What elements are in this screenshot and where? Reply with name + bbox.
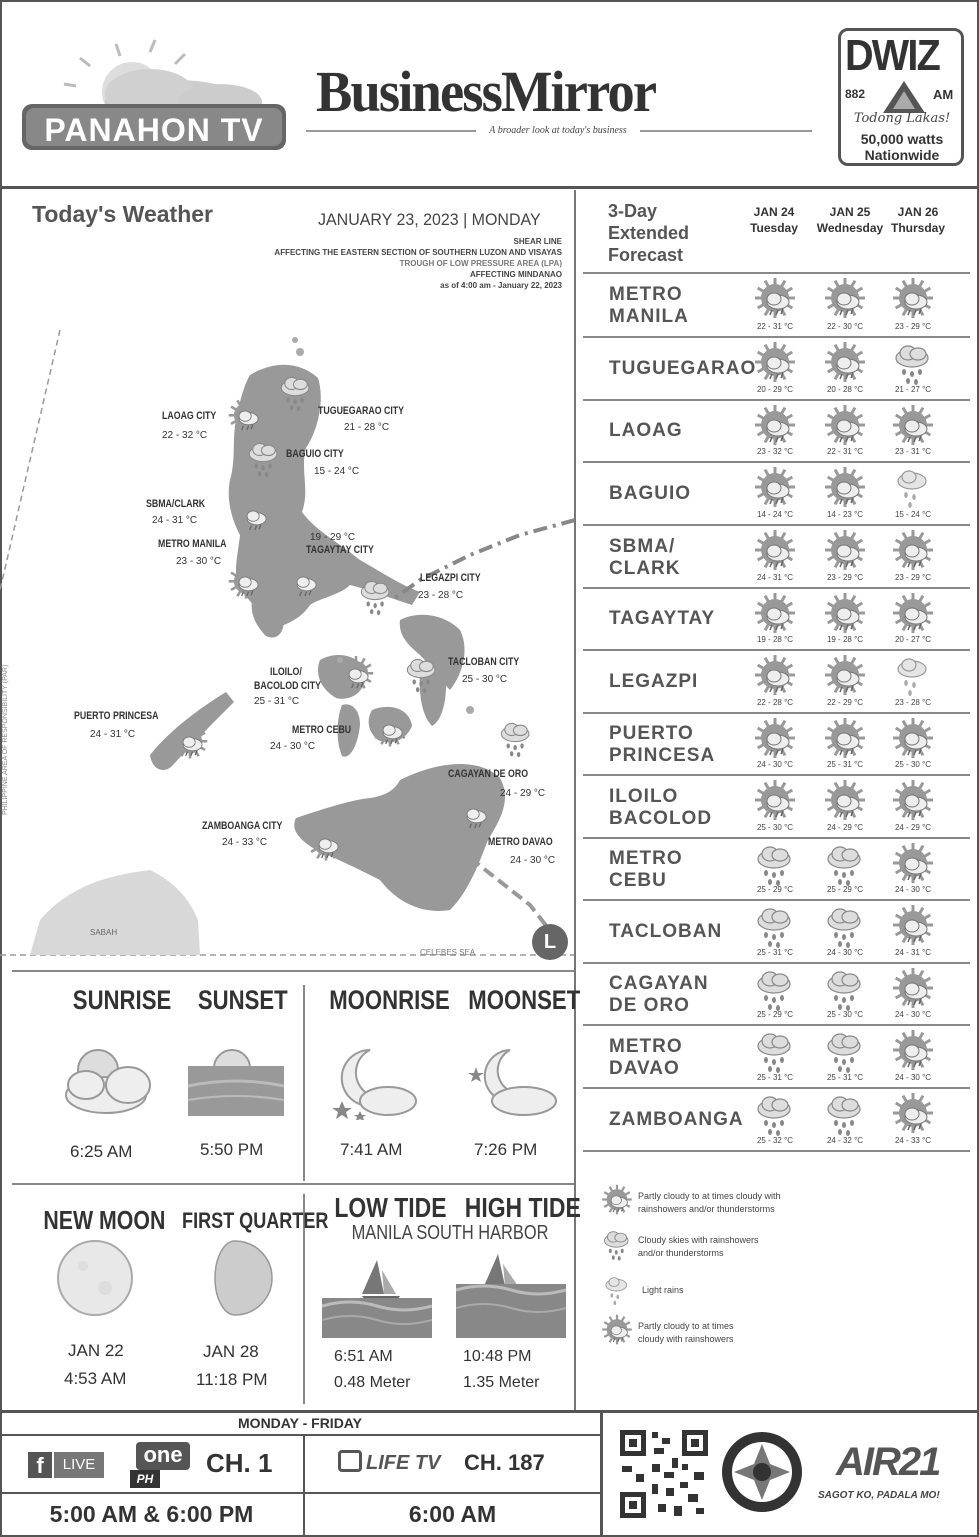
forecast-temp: 24 - 33 °C: [894, 1136, 932, 1145]
map-city-name: BAGUIO CITY: [286, 448, 344, 460]
map-bottom-divider: [12, 970, 574, 972]
high-tide-label: HIGH TIDE: [464, 1192, 581, 1223]
life-tv-logo: LIFE TV: [366, 1452, 441, 1474]
sun-cloud-rain-icon: [822, 718, 868, 762]
map-city-name: METRO DAVAO: [488, 836, 553, 848]
forecast-row: [583, 964, 970, 1026]
forecast-temp: 22 - 29 °C: [826, 698, 864, 707]
forecast-temp: 22 - 31 °C: [756, 322, 794, 331]
map-weather-icon: [226, 398, 266, 436]
map-city-temp: 21 - 28 °C: [344, 422, 390, 433]
cloud-rain-icon: [356, 578, 396, 616]
air21-tagline: SAGOT KO, PADALA MO!: [818, 1490, 940, 1501]
forecast-temp: 25 - 32 °C: [756, 1136, 794, 1145]
sunrise-label: SUNRISE: [72, 985, 172, 1015]
map-city-name: ILOILO/: [270, 666, 302, 678]
forecast-row: [583, 338, 970, 401]
sun-cloud-rain-icon: [822, 780, 868, 824]
forecast-temp: 24 - 30 °C: [894, 885, 932, 894]
sun-cloud-rain-icon: [890, 780, 936, 824]
forecast-weather-icon: [822, 968, 868, 1012]
forecast-weather-icon: [822, 780, 868, 824]
map-weather-icon: [234, 498, 274, 536]
forecast-city-line2: DE ORO: [609, 995, 690, 1016]
map-weather-icon: [306, 826, 346, 864]
forecast-city: CAGAYAN: [609, 973, 709, 994]
forecast-city: ILOILO: [609, 785, 679, 807]
moonset-time: 7:26 PM: [474, 1140, 538, 1159]
forecast-weather-icon: [822, 342, 868, 386]
new-moon-date: JAN 22: [68, 1341, 124, 1360]
forecast-temp: 15 - 24 °C: [894, 510, 932, 519]
forecast-temp: 25 - 31 °C: [826, 760, 864, 769]
sun-cloud-rain-icon: [752, 655, 798, 699]
cloud-rain-icon: [276, 374, 316, 412]
map-weather-icon: [170, 724, 210, 762]
forecast-weather-icon: [752, 593, 798, 637]
sun-cloud-rain-icon: [822, 342, 868, 386]
forecast-day-1: JAN 24 Tuesday: [750, 205, 798, 235]
cloud-rain-icon: [752, 1030, 798, 1074]
forecast-row: [583, 776, 970, 839]
qr-code-icon[interactable]: [618, 1428, 710, 1520]
map-city-temp: 25 - 31 °C: [254, 696, 300, 707]
forecast-city: PUERTO: [609, 723, 694, 744]
map-weather-icon: [284, 564, 324, 602]
forecast-row: [583, 1026, 970, 1089]
forecast-temp: 25 - 29 °C: [756, 885, 794, 894]
forecast-weather-icon: [822, 1093, 868, 1137]
first-quarter-date: JAN 28: [203, 1342, 259, 1361]
sun-cloud-rain-icon: [890, 593, 936, 637]
sun-cloud-rain-icon: [226, 398, 266, 436]
map-city-temp: 24 - 30 °C: [270, 741, 316, 752]
map-weather-icon: [226, 564, 266, 602]
forecast-temp: 24 - 30 °C: [894, 1010, 932, 1019]
forecast-weather-icon: [890, 278, 936, 322]
forecast-temp: 23 - 32 °C: [756, 447, 794, 456]
map-city-temp: 24 - 31 °C: [90, 729, 136, 740]
schedule-label: MONDAY - FRIDAY: [238, 1415, 362, 1431]
forecast-weather-icon: [822, 1030, 868, 1074]
legend-icon: [600, 1314, 634, 1348]
high-tide-time: 10:48 PM: [463, 1348, 532, 1365]
forecast-row: [583, 589, 970, 651]
channel-1: CH. 1: [206, 1448, 273, 1478]
sun-cloud-rain-icon: [890, 278, 936, 322]
map-weather-icon: [370, 712, 410, 750]
forecast-weather-icon: [752, 1093, 798, 1137]
forecast-city: LEGAZPI: [609, 670, 699, 692]
low-tide-icon: [322, 1258, 432, 1338]
panahon-tv-logo: [20, 34, 288, 152]
cloud-rain-icon: [890, 342, 936, 386]
forecast-weather-icon: [752, 968, 798, 1012]
sunset-time: 5:50 PM: [200, 1140, 264, 1159]
header-divider: [0, 186, 979, 189]
forecast-city-line2: PRINCESA: [609, 745, 716, 766]
one-ph-logo: one PH: [128, 1442, 192, 1488]
forecast-weather-icon: [752, 655, 798, 699]
forecast-temp: 19 - 28 °C: [756, 635, 794, 644]
first-quarter-time: 11:18 PM: [196, 1370, 268, 1389]
forecast-temp: 14 - 24 °C: [756, 510, 794, 519]
sun-cloud-rain-icon: [822, 593, 868, 637]
forecast-temp: 24 - 32 °C: [826, 1136, 864, 1145]
forecast-temp: 25 - 30 °C: [894, 760, 932, 769]
forecast-city-line2: MANILA: [609, 306, 689, 327]
forecast-weather-icon: [752, 278, 798, 322]
map-city-name: TAGAYTAY CITY: [306, 544, 374, 556]
forecast-day-2: JAN 25 Wednesday: [816, 205, 884, 235]
map-city-temp: 24 - 33 °C: [222, 837, 268, 848]
first-quarter-icon: [195, 1238, 275, 1318]
forecast-row: [583, 401, 970, 463]
map-city-name: TACLOBAN CITY: [448, 656, 520, 668]
airtime-1: 5:00 AM & 6:00 PM: [49, 1501, 254, 1527]
forecast-weather-icon: [822, 405, 868, 449]
tide-location: MANILA SOUTH HARBOR: [351, 1222, 549, 1244]
moonrise-time: 7:41 AM: [340, 1140, 403, 1159]
forecast-weather-icon: [890, 467, 936, 511]
light-rain-icon: [600, 1274, 634, 1308]
channel-187: CH. 187: [464, 1450, 545, 1475]
cloud-rain-icon: [752, 905, 798, 949]
sun-cloud-rain-icon: [752, 278, 798, 322]
map-city-temp: 23 - 30 °C: [176, 556, 222, 567]
forecast-weather-icon: [822, 718, 868, 762]
forecast-city: LAOAG: [609, 420, 683, 441]
cloud-rain-icon: [752, 968, 798, 1012]
new-moon-time: 4:53 AM: [64, 1369, 127, 1388]
pagasa-seal-icon: [720, 1430, 804, 1514]
sun-cloud-rain-icon: [752, 467, 798, 511]
forecast-row: [583, 651, 970, 714]
map-city-name-line2: BACOLOD CITY: [254, 680, 321, 692]
sun-cloud-rain-icon: [890, 718, 936, 762]
footer-top-divider: [0, 1410, 979, 1413]
forecast-city: METRO: [609, 848, 683, 869]
forecast-weather-icon: [752, 905, 798, 949]
sun-cloud-rain-icon: [752, 593, 798, 637]
map-weather-icon: [454, 796, 494, 834]
sun-cloud-rain-icon: [752, 780, 798, 824]
legend-icon: [600, 1228, 634, 1262]
forecast-temp: 22 - 31 °C: [826, 447, 864, 456]
forecast-temp: 24 - 29 °C: [826, 823, 864, 832]
forecast-temp: 25 - 31 °C: [756, 1073, 794, 1082]
forecast-temp: 23 - 29 °C: [826, 573, 864, 582]
forecast-row: [583, 714, 970, 776]
forecast-city-line2: CEBU: [609, 870, 667, 891]
forecast-city: ZAMBOANGA: [609, 1108, 744, 1130]
forecast-city: SBMA/: [609, 535, 676, 557]
sun-cloud-rain-icon: [306, 826, 346, 864]
forecast-weather-icon: [890, 1030, 936, 1074]
map-weather-icon: [244, 440, 284, 478]
lpa-marker: L: [532, 924, 568, 960]
sabah-label: SABAH: [90, 928, 118, 937]
forecast-title: 3-Day Extended Forecast: [608, 201, 690, 265]
sun-cloud-rain-icon: [890, 968, 936, 1012]
sun-cloud-rain-icon: [600, 1314, 634, 1348]
forecast-weather-icon: [822, 655, 868, 699]
forecast-weather-icon: [890, 780, 936, 824]
cloud-rain-icon: [822, 905, 868, 949]
forecast-weather-icon: [822, 593, 868, 637]
main-vertical-divider: [574, 190, 576, 1410]
sun-cloud-rain-icon: [822, 655, 868, 699]
forecast-weather-icon: [752, 467, 798, 511]
forecast-weather-icon: [752, 530, 798, 574]
forecast-temp: 25 - 31 °C: [756, 948, 794, 957]
sunrise-icon: [58, 1040, 158, 1120]
forecast-temp: 23 - 28 °C: [894, 698, 932, 707]
forecast-temp: 24 - 31 °C: [894, 948, 932, 957]
map-city-name: LAOAG CITY: [162, 410, 217, 422]
sun-cloud-rain-icon: [890, 405, 936, 449]
moonrise-icon: [330, 1045, 420, 1120]
forecast-weather-icon: [752, 718, 798, 762]
forecast-row: [583, 463, 970, 526]
forecast-temp: 25 - 29 °C: [756, 1010, 794, 1019]
forecast-city: TUGUEGARAO: [609, 357, 757, 379]
map-weather-icon: [402, 656, 442, 694]
forecast-row: [583, 1089, 970, 1152]
forecast-row: [583, 526, 970, 589]
forecast-weather-icon: [822, 530, 868, 574]
sun-cloud-rain-icon: [890, 1093, 936, 1137]
dwiz-logo: DWIZ 882 AM Todong Lakas! 50,000 watts Nationwide: [838, 28, 964, 166]
cloud-rain-icon: [402, 656, 442, 694]
high-tide-icon: [456, 1250, 566, 1338]
forecast-city-line2: CLARK: [609, 557, 681, 579]
forecast-day-3: JAN 26 Thursday: [890, 205, 945, 235]
philippines-map: [0, 330, 575, 970]
todays-weather-title: Today's Weather: [32, 201, 214, 227]
forecast-temp: 24 - 30 °C: [826, 948, 864, 957]
moonset-label: MOONSET: [468, 985, 581, 1015]
legend-icon: [600, 1184, 634, 1218]
map-weather-icon: [356, 578, 396, 616]
sun-cloud-rain-icon: [454, 796, 494, 834]
sun-cloud-rain-icon: [822, 405, 868, 449]
new-moon-icon: [55, 1238, 135, 1318]
first-quarter-label: FIRST QUARTER: [182, 1208, 329, 1233]
forecast-city: BAGUIO: [609, 482, 691, 504]
low-tide-label: LOW TIDE: [334, 1192, 447, 1223]
live-badge: LIVE: [54, 1452, 104, 1478]
sunrise-time: 6:25 AM: [70, 1142, 133, 1161]
air21-logo: AIR21: [836, 1440, 940, 1484]
forecast-temp: 24 - 30 °C: [756, 760, 794, 769]
sun-cloud-rain-icon: [752, 718, 798, 762]
life-tv-tv-icon: [338, 1450, 362, 1472]
map-city-name: TUGUEGARAO CITY: [318, 405, 405, 417]
sun-cloud-rain-icon: [752, 405, 798, 449]
forecast-temp: 25 - 31 °C: [826, 1073, 864, 1082]
forecast-weather-icon: [822, 905, 868, 949]
sun-cloud-rain-icon: [752, 530, 798, 574]
sunset-label: SUNSET: [197, 985, 288, 1015]
sun-cloud-rain-icon: [890, 843, 936, 887]
map-city-name: ZAMBOANGA CITY: [202, 820, 283, 832]
map-city-temp: 24 - 31 °C: [152, 515, 198, 526]
map-weather-icon: [336, 656, 376, 694]
sun-cloud-rain-icon: [284, 564, 324, 602]
map-city-temp: 24 - 29 °C: [500, 788, 546, 799]
forecast-weather-icon: [890, 530, 936, 574]
legend-text: Cloudy skies with rainshowers and/or thunderstorms: [638, 1235, 759, 1258]
cloud-rain-icon: [244, 440, 284, 478]
forecast-temp: 23 - 29 °C: [894, 573, 932, 582]
forecast-temp: 21 - 27 °C: [894, 385, 932, 394]
legend-text: Partly cloudy to at times cloudy with rainshowers and/or thunderstorms: [638, 1191, 781, 1214]
map-city-temp: 25 - 30 °C: [462, 674, 508, 685]
new-moon-label: NEW MOON: [43, 1205, 166, 1235]
forecast-row: [583, 274, 970, 338]
cloud-rain-icon: [600, 1228, 634, 1262]
forecast-temp: 20 - 28 °C: [826, 385, 864, 394]
cloud-rain-icon: [822, 968, 868, 1012]
forecast-weather-icon: [752, 1030, 798, 1074]
forecast-temp: 19 - 28 °C: [826, 635, 864, 644]
forecast-weather-icon: [890, 968, 936, 1012]
forecast-weather-icon: [890, 1093, 936, 1137]
sun-cloud-rain-icon: [336, 656, 376, 694]
forecast-weather-icon: [890, 593, 936, 637]
weather-notes: SHEAR LINE AFFECTING THE EASTERN SECTION OF SOUTHERN LUZON AND VISAYAS TROUGH OF LOW PRESSURE AREA (LPA) AFFECTING MINDANAO as of 4:00 am - January 22, 2023: [274, 237, 562, 290]
forecast-temp: 24 - 31 °C: [756, 573, 794, 582]
sun-cloud-rain-icon: [234, 498, 274, 536]
low-tide-height: 0.48 Meter: [334, 1374, 411, 1391]
cloud-rain-icon: [822, 1030, 868, 1074]
facebook-icon: f: [28, 1452, 52, 1478]
forecast-weather-icon: [890, 843, 936, 887]
map-city-name: PUERTO PRINCESA: [74, 710, 159, 722]
sun-cloud-rain-icon: [890, 1030, 936, 1074]
forecast-city: TAGAYTAY: [609, 608, 716, 629]
forecast-weather-icon: [752, 342, 798, 386]
forecast-temp: 23 - 29 °C: [894, 322, 932, 331]
forecast-temp: 20 - 29 °C: [756, 385, 794, 394]
sun-cloud-rain-icon: [170, 724, 210, 762]
light-rain-icon: [890, 655, 936, 699]
sun-cloud-rain-icon: [752, 342, 798, 386]
forecast-city: METRO: [609, 1035, 683, 1057]
map-city-name: CAGAYAN DE ORO: [448, 768, 529, 780]
forecast-row: [583, 901, 970, 964]
panahon-tv-text: PANAHON TV: [44, 112, 264, 148]
low-tide-time: 6:51 AM: [334, 1348, 393, 1365]
forecast-temp: 23 - 31 °C: [894, 447, 932, 456]
map-city-temp: 15 - 24 °C: [314, 466, 360, 477]
forecast-temp: 25 - 30 °C: [756, 823, 794, 832]
cloud-rain-icon: [752, 843, 798, 887]
light-rain-icon: [890, 467, 936, 511]
legend-text: Light rains: [642, 1285, 684, 1295]
forecast-temp: 14 - 23 °C: [826, 510, 864, 519]
forecast-temp: 25 - 29 °C: [826, 885, 864, 894]
forecast-temp: 24 - 30 °C: [894, 1073, 932, 1082]
forecast-weather-icon: [822, 843, 868, 887]
legend-icon: [600, 1274, 634, 1308]
forecast-temp: 20 - 27 °C: [894, 635, 932, 644]
cloud-rain-icon: [822, 843, 868, 887]
forecast-weather-icon: [890, 718, 936, 762]
sun-cloud-rain-icon: [890, 530, 936, 574]
high-tide-height: 1.35 Meter: [463, 1374, 540, 1391]
sun-cloud-rain-icon: [600, 1184, 634, 1218]
businessmirror-title: BusinessMirror: [316, 59, 656, 124]
legend-text: Partly cloudy to at times cloudy with rainshowers: [638, 1321, 734, 1344]
map-city-name: SBMA/CLARK: [146, 498, 206, 510]
sunset-icon: [186, 1040, 286, 1120]
forecast-weather-icon: [822, 467, 868, 511]
airtime-2: 6:00 AM: [408, 1501, 497, 1527]
forecast-temp: 22 - 30 °C: [826, 322, 864, 331]
forecast-city-line2: BACOLOD: [609, 807, 713, 829]
forecast-city: METRO: [609, 284, 683, 305]
sun-cloud-rain-icon: [370, 712, 410, 750]
forecast-weather-icon: [752, 780, 798, 824]
sun-cloud-rain-icon: [890, 905, 936, 949]
sun-cloud-rain-icon: [226, 564, 266, 602]
forecast-city: TACLOBAN: [609, 920, 723, 942]
forecast-row: [583, 839, 970, 901]
map-weather-icon: [276, 374, 316, 412]
forecast-temp: 25 - 30 °C: [826, 1010, 864, 1019]
cloud-rain-icon: [496, 720, 536, 758]
celebes-label: CELEBES SEA: [420, 948, 476, 957]
map-city-temp: 24 - 30 °C: [510, 855, 556, 866]
sun-cloud-rain-icon: [822, 467, 868, 511]
map-city-temp: 19 - 29 °C: [310, 532, 356, 543]
forecast-weather-icon: [890, 905, 936, 949]
forecast-temp: 24 - 29 °C: [894, 823, 932, 832]
todays-date: JANUARY 23, 2023 | MONDAY: [318, 210, 541, 229]
forecast-weather-icon: [890, 342, 936, 386]
map-weather-icon: [496, 720, 536, 758]
map-city-temp: 23 - 28 °C: [418, 590, 464, 601]
tower-icon: [881, 79, 927, 115]
map-city-name: LEGAZPI CITY: [420, 572, 481, 584]
map-city-temp: 22 - 32 °C: [162, 430, 208, 441]
forecast-temp: 22 - 28 °C: [756, 698, 794, 707]
businessmirror-tagline: A broader look at today's business: [489, 125, 627, 136]
forecast-weather-icon: [890, 655, 936, 699]
cloud-rain-icon: [822, 1093, 868, 1137]
forecast-city-line2: DAVAO: [609, 1057, 680, 1079]
forecast-weather-icon: [752, 405, 798, 449]
moonset-icon: [462, 1045, 562, 1120]
par-label: PHILIPPINE AREA OF RESPONSIBILITY (PAR): [2, 664, 9, 815]
sun-cloud-rain-icon: [822, 278, 868, 322]
moonrise-label: MOONRISE: [329, 985, 450, 1015]
forecast-weather-icon: [822, 278, 868, 322]
cloud-rain-icon: [752, 1093, 798, 1137]
forecast-weather-icon: [890, 405, 936, 449]
map-city-name: METRO MANILA: [158, 538, 227, 550]
map-city-name: METRO CEBU: [292, 724, 352, 736]
sun-cloud-rain-icon: [822, 530, 868, 574]
forecast-weather-icon: [752, 843, 798, 887]
